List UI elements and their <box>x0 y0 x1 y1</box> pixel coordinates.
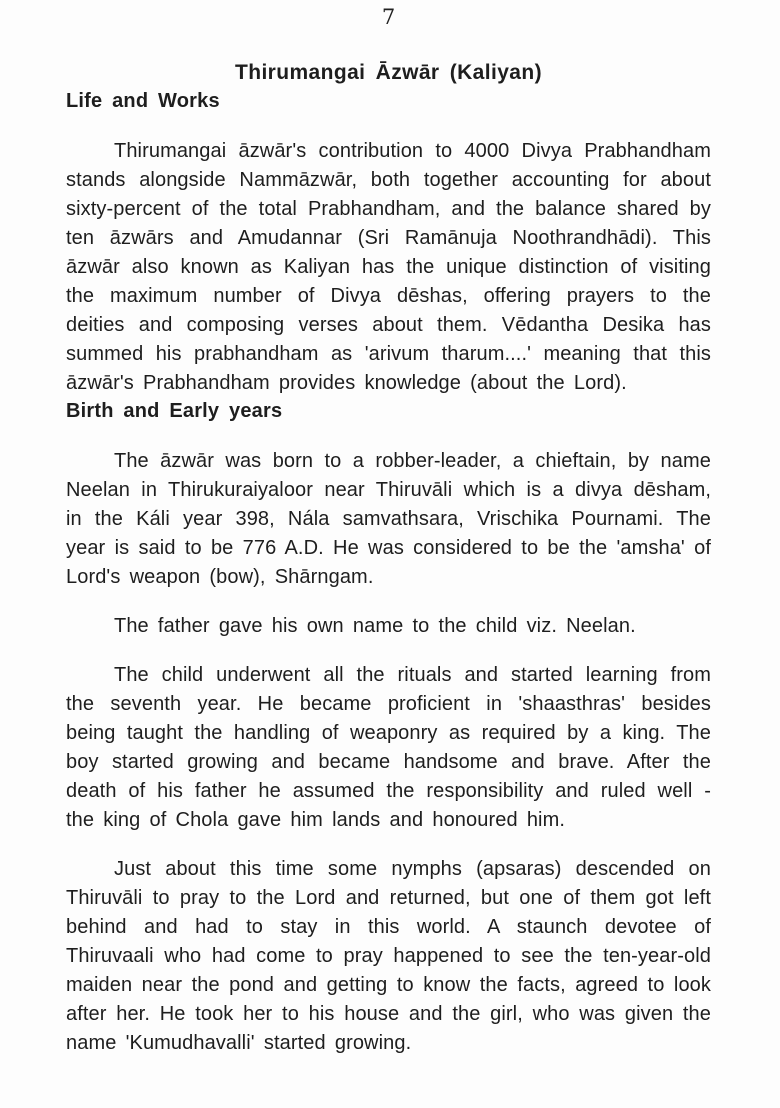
paragraph-life-works-1: Thirumangai āzwār's contribution to 4000 Divya Prabhandham stands alongside Nammāzwār, both together accounting for about sixty-percent of the total Prabhandham, and the balance shared by ten āzwārs and Amudannar (Sri Ramānuja Noothrandhādi). This āzwār also known as Kaliyan has the unique distinction of visiting the maximum number of Divya dēshas, offering prayers to the deities and composing verses about them. Vēdantha Desika has summed his prabhandham as 'arivum tharum....' meaning that this āzwār's Prabhandham provides knowledge (about the Lord). <box>66 140 711 394</box>
section-heading-life-and-works: Life and Works <box>66 90 220 112</box>
paragraph-birth-4: Just about this time some nymphs (apsaras) descended on Thiruvāli to pray to the Lord and returned, but one of them got left behind and had to stay in this world. A staunch devotee of Thiruvaali who had come to pray happened to see the ten-year-old maiden near the pond and getting to know the facts, agreed to look after her. He took her to his house and the girl, who was given the name 'Kumudhavalli' started growing. <box>66 858 711 1054</box>
page-title: Thirumangai Āzwār (Kaliyan) <box>234 61 543 84</box>
section-heading-birth-and-early-years: Birth and Early years <box>66 400 283 422</box>
paragraph-birth-1: The āzwār was born to a robber-leader, a chieftain, by name Neelan in Thirukuraiyaloor near Thiruvāli which is a divya dēsham, in the Káli year 398, Nála samvathsara, Vrischika Pournami. The year is said to be 776 A.D. He was considered to be the 'amsha' of Lord's weapon (bow), Shārngam. <box>66 450 711 588</box>
paragraph-birth-2: The father gave his own name to the child viz. Neelan. <box>114 615 636 637</box>
paragraph-birth-3: The child underwent all the rituals and started learning from the seventh year. He became proficient in 'shaasthras' besides being taught the handling of weaponry as required by a king. The boy started growing and became handsome and brave. After the death of his father he assumed the responsibility and ruled well - the king of Chola gave him lands and honoured him. <box>66 664 711 831</box>
page-number: 7 <box>381 5 396 29</box>
